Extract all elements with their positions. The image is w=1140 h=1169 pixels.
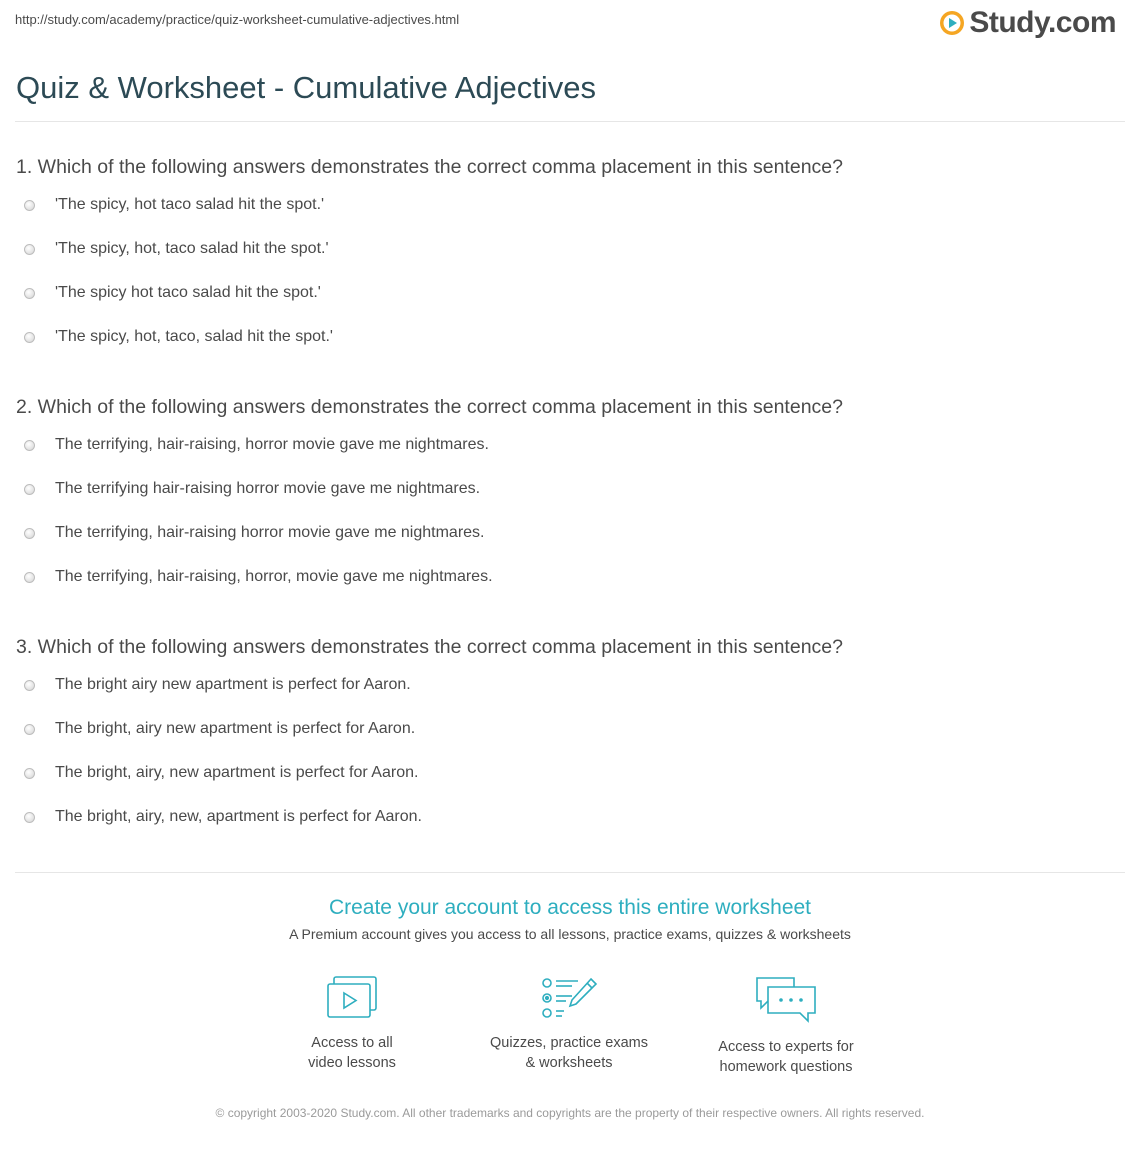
promo-title-link[interactable]: Create your account to access this entire worksheet <box>328 896 812 919</box>
study-logo-icon <box>939 10 965 36</box>
question-text: 1. Which of the following answers demonstrates the correct comma placement in this sentence? <box>16 156 843 178</box>
feature-video-lessons <box>252 975 452 1073</box>
promo-divider <box>15 872 1125 873</box>
answer-text: The bright, airy new apartment is perfect for Aaron. <box>55 720 416 737</box>
quiz-checklist-icon <box>540 975 598 1021</box>
answer-option[interactable] <box>16 707 1126 751</box>
question-3 <box>16 635 1126 851</box>
radio-button[interactable] <box>24 484 35 495</box>
page-title: Quiz & Worksheet - Cumulative Adjectives <box>16 70 597 105</box>
answer-option[interactable] <box>16 271 1126 315</box>
feature-experts <box>686 975 886 1077</box>
radio-button[interactable] <box>24 528 35 539</box>
answer-option[interactable] <box>16 795 1126 839</box>
answer-option[interactable] <box>16 423 1126 467</box>
answer-text: 'The spicy hot taco salad hit the spot.' <box>55 284 321 301</box>
answer-text: The terrifying hair-raising horror movie gave me nightmares. <box>55 480 481 497</box>
feature-label: Quizzes, practice exams & worksheets <box>490 1035 648 1071</box>
answer-option[interactable] <box>16 315 1126 359</box>
answer-text: The terrifying, hair-raising horror movie gave me nightmares. <box>55 524 485 541</box>
answer-option[interactable] <box>16 183 1126 227</box>
radio-button[interactable] <box>24 288 35 299</box>
question-1 <box>16 155 1126 371</box>
answer-list <box>16 183 1126 359</box>
answer-option[interactable] <box>16 511 1126 555</box>
answer-text: The terrifying, hair-raising, horror, movie gave me nightmares. <box>55 568 493 585</box>
study-logo-text: Study.com <box>969 6 1116 39</box>
answer-text: 'The spicy, hot, taco salad hit the spot.' <box>55 240 329 257</box>
radio-button[interactable] <box>24 200 35 211</box>
feature-label: Access to experts for homework questions <box>718 1039 854 1075</box>
copyright-text: © copyright 2003-2020 Study.com. All other trademarks and copyrights are the property of their respective owners. All rights reserved. <box>215 1106 925 1120</box>
answer-text: The bright airy new apartment is perfect for Aaron. <box>55 676 411 693</box>
question-text: 3. Which of the following answers demonstrates the correct comma placement in this sentence? <box>16 636 843 658</box>
answer-text: 'The spicy, hot, taco, salad hit the spot.' <box>55 328 333 345</box>
question-2 <box>16 395 1126 611</box>
top-bar <box>0 0 1140 50</box>
answer-option[interactable] <box>16 663 1126 707</box>
answer-text: The terrifying, hair-raising, horror movie gave me nightmares. <box>55 436 489 453</box>
answer-list <box>16 423 1126 599</box>
radio-button[interactable] <box>24 572 35 583</box>
study-logo[interactable] <box>939 6 1116 40</box>
radio-button[interactable] <box>24 724 35 735</box>
answer-option[interactable] <box>16 751 1126 795</box>
answer-text: 'The spicy, hot taco salad hit the spot.' <box>55 196 325 213</box>
answer-text: The bright, airy, new apartment is perfect for Aaron. <box>55 764 419 781</box>
answer-text: The bright, airy, new, apartment is perfect for Aaron. <box>55 808 422 825</box>
radio-button[interactable] <box>24 244 35 255</box>
video-lessons-icon <box>325 975 379 1021</box>
answer-option[interactable] <box>16 555 1126 599</box>
radio-button[interactable] <box>24 812 35 823</box>
radio-button[interactable] <box>24 768 35 779</box>
answer-option[interactable] <box>16 467 1126 511</box>
title-divider <box>15 121 1125 122</box>
radio-button[interactable] <box>24 332 35 343</box>
answer-list <box>16 663 1126 839</box>
chat-bubbles-icon <box>754 975 818 1025</box>
radio-button[interactable] <box>24 440 35 451</box>
promo-subtitle: A Premium account gives you access to all lessons, practice exams, quizzes & worksheets <box>289 926 851 942</box>
page-url[interactable]: http://study.com/academy/practice/quiz-worksheet-cumulative-adjectives.html <box>15 12 460 27</box>
feature-label: Access to all video lessons <box>308 1035 396 1071</box>
radio-button[interactable] <box>24 680 35 691</box>
feature-quizzes <box>469 975 669 1073</box>
answer-option[interactable] <box>16 227 1126 271</box>
question-text: 2. Which of the following answers demonstrates the correct comma placement in this sentence? <box>16 396 843 418</box>
